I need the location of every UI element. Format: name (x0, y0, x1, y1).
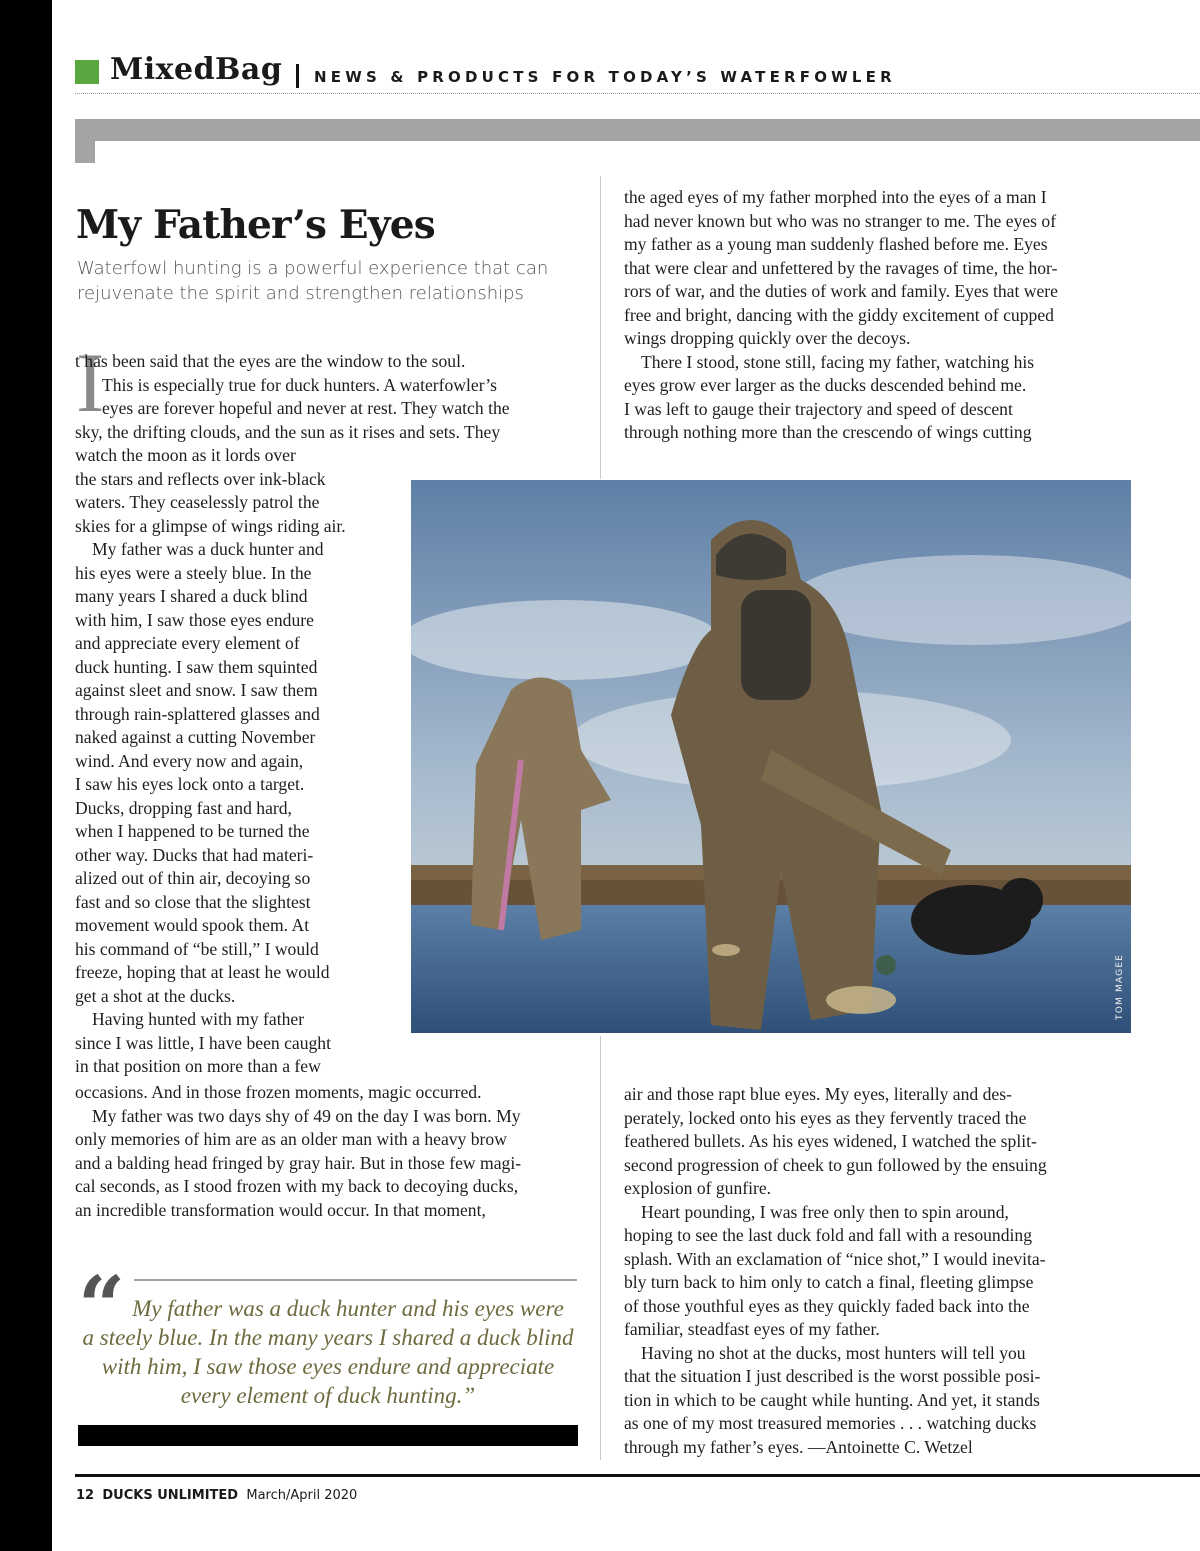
article-dek (77, 256, 577, 306)
body-line: and a balding head fringed by gray hair. But in those few magi- (75, 1152, 522, 1173)
page-folio (76, 1488, 357, 1503)
section-marker-square (75, 60, 99, 84)
body-line: rors of war, and the duties of work and family. Eyes that were (624, 281, 1058, 301)
page-number: 12 (76, 1488, 95, 1503)
drop-cap: I (76, 336, 105, 430)
body-line: the stars and reflects over ink-black (75, 468, 326, 489)
body-column-1-top (75, 350, 510, 444)
body-line: fast and so close that the slightest (75, 891, 311, 912)
body-line: freeze, hoping that at least he would (75, 962, 330, 982)
body-line: alized out of thin air, decoying so (75, 868, 311, 888)
body-line: wind. And every now and again, (75, 750, 304, 771)
footer-rule (75, 1474, 1200, 1477)
photo-illustration (411, 480, 1131, 1033)
pullquote (78, 1294, 578, 1410)
header-grey-bar (75, 119, 1200, 141)
body-column-2-top (624, 186, 1058, 445)
section-brand: MixedBag (110, 52, 283, 87)
body-line: with him, I saw those eyes endure (75, 609, 314, 630)
body-line: sky, the drifting clouds, and the sun as it rises and sets. They (75, 421, 501, 442)
body-line: had never known but who was no stranger to me. The eyes of (624, 210, 1057, 231)
body-line: his eyes were a steely blue. In the (75, 562, 312, 583)
dek-line: rejuvenate the spirit and strengthen relationships (77, 283, 524, 304)
body-line: hoping to see the last duck fold and fall with a resounding (624, 1225, 1032, 1245)
body-line: eyes grow ever larger as the ducks descended behind me. (624, 375, 1027, 395)
body-line: air and those rapt blue eyes. My eyes, literally and des- (624, 1084, 1012, 1104)
body-line: waters. They ceaselessly patrol the (75, 492, 320, 512)
header-separator (296, 64, 299, 88)
body-line: the aged eyes of my father morphed into the eyes of a man I (624, 187, 1047, 207)
body-line: bly turn back to him only to catch a final, fleeting glimpse (624, 1272, 1034, 1292)
body-line: naked against a cutting November (75, 727, 316, 747)
hunters-photo (411, 480, 1131, 1033)
body-line: as one of my most treasured memories . . . watching ducks (624, 1413, 1037, 1433)
body-line: Heart pounding, I was free only then to spin around, (641, 1201, 1009, 1222)
body-line: through my father’s eyes. —Antoinette C. Wetzel (624, 1436, 973, 1457)
body-line: and appreciate every element of (75, 633, 300, 653)
body-line: that were clear and unfettered by the ravages of time, the hor- (624, 257, 1058, 278)
pullquote-line: with him, I saw those eyes endure and appreciate (101, 1354, 555, 1379)
body-line: other way. Ducks that had materi- (75, 844, 314, 865)
body-column-1-mid (75, 444, 346, 1079)
body-line: free and bright, dancing with the giddy excitement of cupped (624, 304, 1054, 325)
body-line: wings dropping quickly over the decoys. (624, 328, 911, 348)
column-divider (600, 176, 601, 479)
body-line: cal seconds, as I stood frozen with my back to decoying ducks, (75, 1176, 519, 1196)
body-line: an incredible transformation would occur. In that moment, (75, 1199, 486, 1220)
pullquote-line: a steely blue. In the many years I shared a duck blind (82, 1325, 574, 1350)
body-line: explosion of gunfire. (624, 1178, 772, 1198)
publication-name: DUCKS UNLIMITED (102, 1488, 239, 1503)
body-line: through nothing more than the crescendo of wings cutting (624, 422, 1032, 442)
body-line: since I was little, I have been caught (75, 1032, 331, 1053)
body-line: perately, locked onto his eyes as they fervently traced the (624, 1107, 1027, 1128)
body-line: second progression of cheek to gun followed by the ensuing (624, 1154, 1047, 1175)
body-line: when I happened to be turned the (75, 821, 310, 841)
body-line: skies for a glimpse of wings riding air. (75, 515, 346, 536)
article-title: My Father’s Eyes (76, 202, 435, 248)
body-line: duck hunting. I saw them squinted (75, 656, 318, 677)
body-line: through rain-splattered glasses and (75, 703, 320, 724)
body-line: This is especially true for duck hunters. A waterfowler’s (102, 374, 497, 395)
body-line: splash. With an exclamation of “nice shot,” I would inevita- (624, 1248, 1046, 1269)
body-line: Having no shot at the ducks, most hunters will tell you (641, 1342, 1026, 1363)
body-line: feathered bullets. As his eyes widened, I watched the split- (624, 1131, 1037, 1151)
pullquote-bar (78, 1425, 578, 1446)
pullquote-rule (134, 1279, 577, 1281)
pullquote-line: every element of duck hunting.” (180, 1383, 476, 1408)
body-line: of those youthful eyes as they quickly faded back into the (624, 1295, 1030, 1316)
body-line: only memories of him are as an older man with a heavy brow (75, 1129, 507, 1149)
body-line: My father was two days shy of 49 on the day I was born. My (92, 1105, 521, 1126)
body-line: familiar, steadfast eyes of my father. (624, 1319, 880, 1339)
body-line: watch the moon as it lords over (75, 445, 296, 465)
body-line: t has been said that the eyes are the window to the soul. (75, 351, 466, 371)
body-line: many years I shared a duck blind (75, 586, 308, 606)
photo-credit: TOM MAGEE (1115, 953, 1125, 1020)
body-line: against sleet and snow. I saw them (75, 680, 318, 700)
body-line: My father was a duck hunter and (92, 539, 324, 559)
body-line: I was left to gauge their trajectory and speed of descent (624, 398, 1013, 419)
body-line: get a shot at the ducks. (75, 985, 236, 1006)
body-line: Ducks, dropping fast and hard, (75, 797, 292, 818)
section-tagline: NEWS & PRODUCTS FOR TODAY’S WATERFOWLER (314, 68, 896, 86)
body-column-1-bottom (75, 1081, 521, 1222)
body-line: his command of “be still,” I would (75, 938, 319, 959)
body-line: Having hunted with my father (92, 1009, 305, 1029)
column-divider (600, 1036, 601, 1460)
page-edge-bar (0, 0, 52, 1551)
body-line: I saw his eyes lock onto a target. (75, 774, 305, 794)
body-line: that the situation I just described is the worst possible posi- (624, 1366, 1041, 1386)
body-line: in that position on more than a few (75, 1056, 321, 1076)
body-line: movement would spook them. At (75, 915, 310, 935)
header-dotted-rule (75, 93, 1200, 94)
body-line: tion in which to be caught while hunting. And yet, it stands (624, 1389, 1040, 1410)
pullquote-line: My father was a duck hunter and his eyes were (132, 1296, 564, 1321)
pullquote-quote-mark: “ (78, 1259, 126, 1355)
body-line: my father as a young man suddenly flashed before me. Eyes (624, 234, 1048, 254)
body-line: There I stood, stone still, facing my father, watching his (641, 351, 1035, 372)
issue-date: March/April 2020 (246, 1488, 358, 1503)
body-column-2-bottom (624, 1083, 1047, 1459)
header-grey-stub (75, 139, 95, 163)
dek-line: Waterfowl hunting is a powerful experience that can (77, 258, 549, 279)
body-line: eyes are forever hopeful and never at rest. They watch the (102, 398, 510, 418)
body-line: occasions. And in those frozen moments, magic occurred. (75, 1082, 482, 1102)
